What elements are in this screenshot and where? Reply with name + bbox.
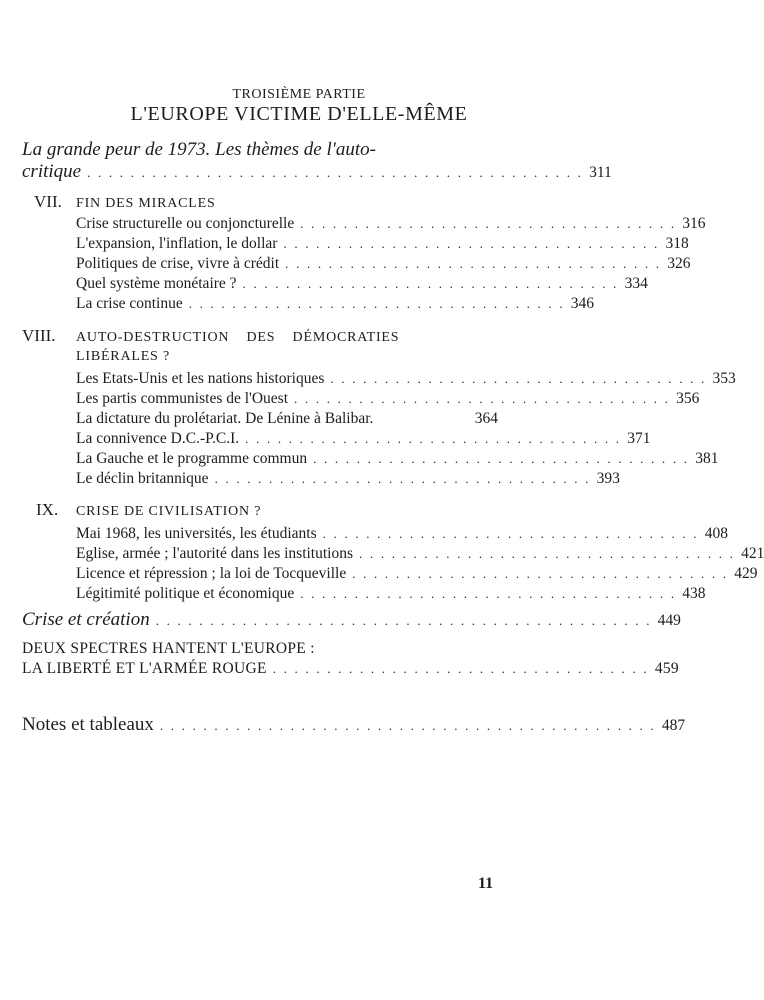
chapter-number: VII. [34,192,62,211]
toc-entry-crise-creation: Crise et création . . . . . . . . . . . . . . . . . . . . . . . . . . . . . . . . . . . . . . . . . . . . . . 449 [22,609,681,630]
toc-entry: La crise continue . . . . . . . . . . . . . . . . . . . . . . . . . . . . . . . . . . . 346 [76,295,595,312]
toc-entry: L'expansion, l'inflation, le dollar . . . . . . . . . . . . . . . . . . . . . . . . . . . . . . . . . . . 318 [76,235,689,252]
toc-entry: La Gauche et le programme commun . . . . . . . . . . . . . . . . . . . . . . . . . . . . . . . . . . . 381 [76,450,719,467]
toc-entry: La dictature du prolétariat. De Lénine à Balibar. 364 [76,410,498,427]
toc-entry: Quel système monétaire ? . . . . . . . . . . . . . . . . . . . . . . . . . . . . . . . . . . . 334 [76,275,648,292]
part-label: TROISIÈME PARTIE [232,87,366,102]
toc-entry: La connivence D.C.-P.C.I. . . . . . . . . . . . . . . . . . . . . . . . . . . . . . . . . . . . 371 [76,430,651,447]
intro-line1: La grande peur de 1973. Les thèmes de l'auto- [22,139,376,160]
toc-entry: Politiques de crise, vivre à crédit . . . . . . . . . . . . . . . . . . . . . . . . . . . . . . . . . . . 326 [76,255,691,272]
toc-entry: Les Etats-Unis et les nations historiques . . . . . . . . . . . . . . . . . . . . . . . . . . . . . . . . . . . 353 [76,370,736,387]
leader-dots: . . . . . . . . . . . . . . . . . . . . . . . . . . . . . . . . . . . . . . . . . . . . . . [87,165,584,180]
chapter-number: IX. [36,500,59,519]
toc-entry: Licence et répression ; la loi de Tocqueville . . . . . . . . . . . . . . . . . . . . . . . . . . . . . . . . . . . 429 [76,565,758,582]
page-number: 11 [478,875,494,892]
toc-entry: Mai 1968, les universités, les étudiants . . . . . . . . . . . . . . . . . . . . . . . . . . . . . . . . . . . 408 [76,525,728,542]
chapter-title: CRISE DE CIVILISATION ? [76,504,262,519]
page-ref: 311 [589,164,612,181]
deux-spectres-line1: DEUX SPECTRES HANTENT L'EUROPE : [22,640,315,657]
toc-entry-intro [22,161,612,183]
chapter-title: AUTO-DESTRUCTION DES DÉMOCRATIES [76,330,400,345]
part-title: L'EUROPE VICTIME D'ELLE-MÊME [130,103,468,125]
toc-entry-notes: Notes et tableaux . . . . . . . . . . . . . . . . . . . . . . . . . . . . . . . . . . . . . . . . . . . . . . 487 [22,714,686,735]
toc-entry: Crise structurelle ou conjoncturelle . . . . . . . . . . . . . . . . . . . . . . . . . . . . . . . . . . . 316 [76,215,706,232]
chapter-number: VIII. [22,326,56,345]
intro-line2: critique [22,161,82,182]
chapter-title: FIN DES MIRACLES [76,196,216,211]
toc-entry-deux-spectres: LA LIBERTÉ ET L'ARMÉE ROUGE . . . . . . . . . . . . . . . . . . . . . . . . . . . . . . . . . . . 459 [22,660,679,677]
toc-entry: Légitimité politique et économique . . . . . . . . . . . . . . . . . . . . . . . . . . . . . . . . . . . 438 [76,585,706,602]
toc-entry: Eglise, armée ; l'autorité dans les institutions . . . . . . . . . . . . . . . . . . . . . . . . . . . . . . . . . . . 421 [76,545,764,562]
toc-entry: Les partis communistes de l'Ouest . . . . . . . . . . . . . . . . . . . . . . . . . . . . . . . . . . . 356 [76,390,700,407]
chapter-title-continued: LIBÉRALES ? [76,349,170,364]
toc-entry: Le déclin britannique . . . . . . . . . . . . . . . . . . . . . . . . . . . . . . . . . . . 393 [76,470,620,487]
